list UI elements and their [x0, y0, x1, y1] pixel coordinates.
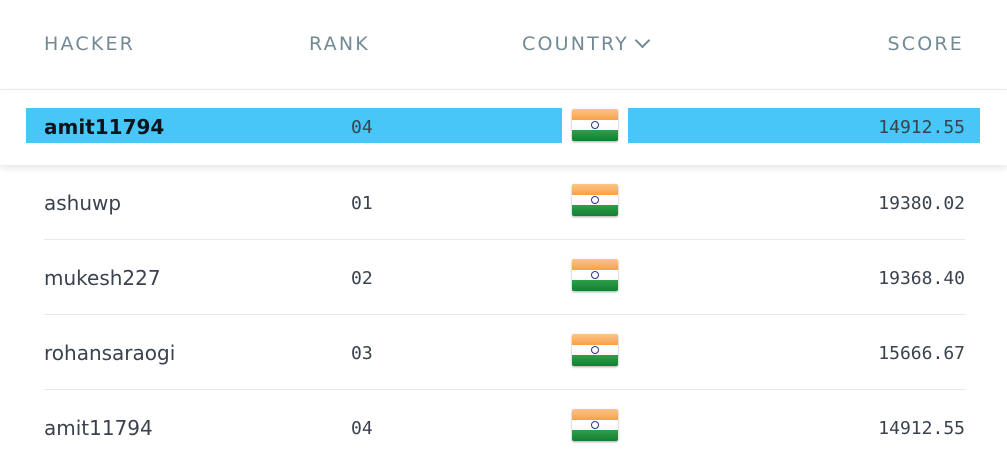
score-value: 19380.02 — [878, 193, 965, 214]
chevron-down-icon — [635, 33, 651, 49]
table-row — [0, 240, 1007, 315]
score-value: 15666.67 — [878, 343, 965, 364]
header-country-dropdown[interactable] — [522, 31, 648, 57]
rank-value: 01 — [351, 193, 373, 214]
rank-value: 04 — [351, 117, 373, 138]
header-score: SCORE — [887, 33, 964, 55]
table-row — [0, 390, 1007, 464]
header-country-label: COUNTRY — [522, 33, 629, 55]
header-hacker: HACKER — [44, 33, 136, 55]
hacker-name-link[interactable]: ashuwp — [44, 191, 122, 215]
hacker-name-link[interactable]: rohansaraogi — [44, 341, 176, 365]
header-rank: RANK — [309, 33, 370, 55]
india-flag-icon — [572, 109, 618, 141]
hacker-name-link[interactable]: mukesh227 — [44, 266, 161, 290]
india-flag-icon — [572, 409, 618, 441]
table-header — [0, 0, 1007, 90]
score-value: 19368.40 — [878, 268, 965, 289]
current-user-row — [0, 90, 1007, 165]
india-flag-icon — [572, 184, 618, 216]
rank-value: 02 — [351, 268, 373, 289]
table-row — [0, 315, 1007, 390]
rank-value: 04 — [351, 418, 373, 439]
hacker-name-link[interactable]: amit11794 — [44, 115, 165, 139]
score-value: 14912.55 — [878, 117, 965, 138]
india-flag-icon — [572, 334, 618, 366]
rank-value: 03 — [351, 343, 373, 364]
score-value: 14912.55 — [878, 418, 965, 439]
table-row — [0, 165, 1007, 240]
hacker-name-link[interactable]: amit11794 — [44, 416, 153, 440]
india-flag-icon — [572, 259, 618, 291]
